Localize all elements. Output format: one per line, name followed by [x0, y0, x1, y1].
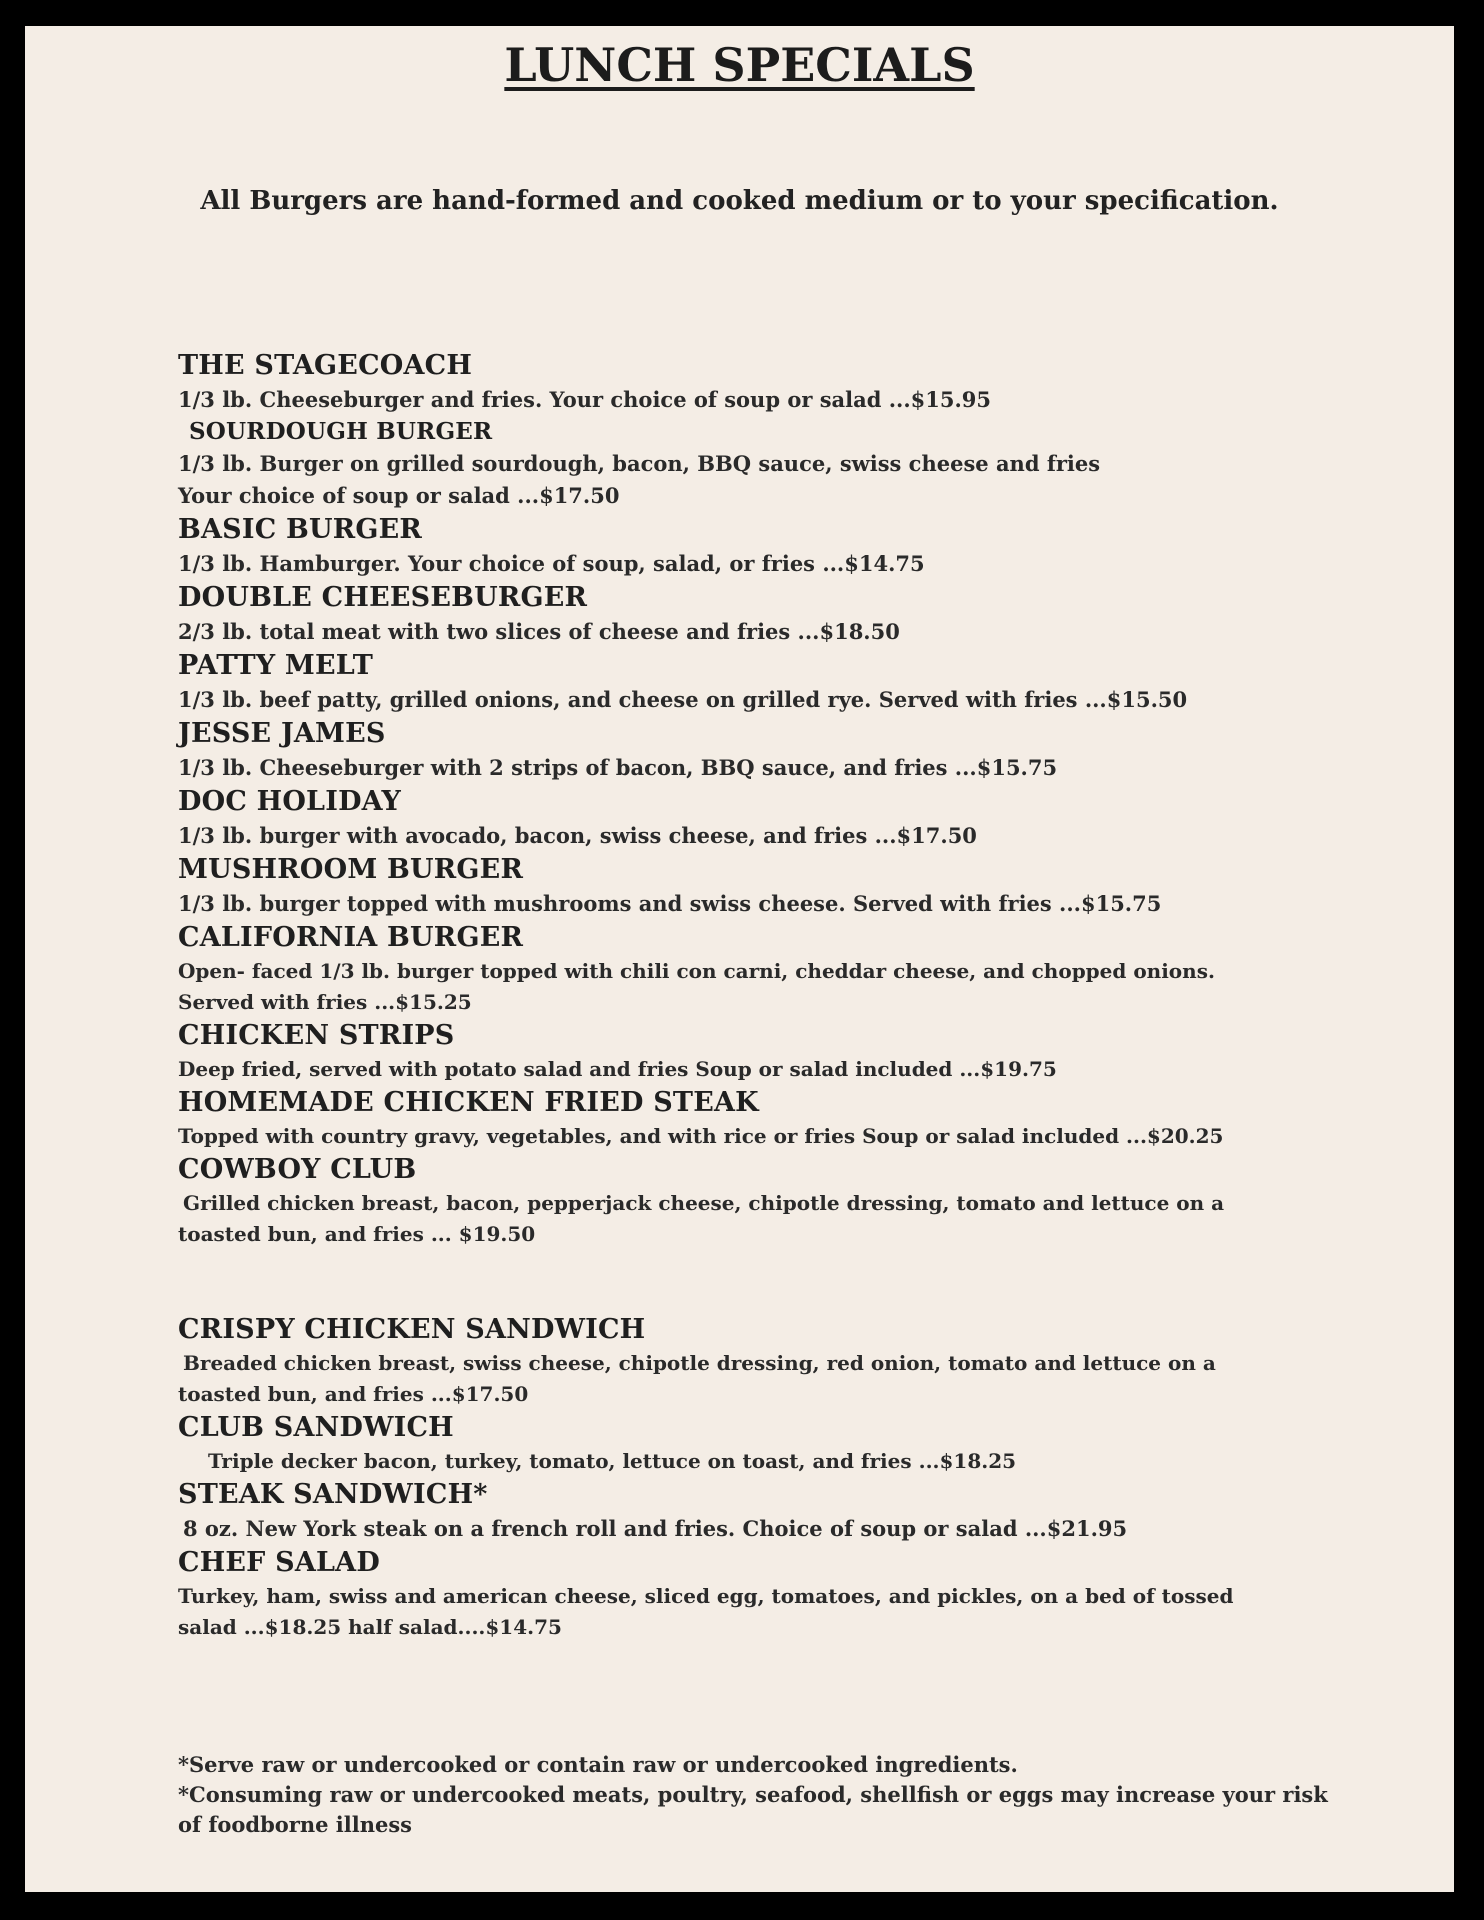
- menu-item: [178, 1312, 1358, 1410]
- item-description: 1/3 lb. burger topped with mushrooms and swiss cheese. Served with fries ...$15.75: [178, 891, 1162, 916]
- item-description: Triple decker bacon, turkey, tomato, lettuce on toast, and fries ...$18.25: [208, 1449, 1017, 1473]
- item-name: CHEF SALAD: [178, 1547, 380, 1578]
- item-description: 2/3 lb. total meat with two slices of cheese and fries ...$18.50: [178, 619, 900, 644]
- menu-page: [25, 26, 1454, 1892]
- menu-item: [178, 784, 1358, 852]
- item-name: SOURDOUGH BURGER: [189, 418, 493, 445]
- item-description: toasted bun, and fries ... $19.50: [178, 1222, 536, 1246]
- item-name: CHICKEN STRIPS: [178, 1020, 455, 1051]
- item-description: Topped with country gravy, vegetables, and with rice or fries Soup or salad included ...$20.25: [178, 1124, 1224, 1148]
- menu-item: [178, 920, 1358, 1018]
- item-name: HOMEMADE CHICKEN FRIED STEAK: [178, 1087, 759, 1118]
- menu-item: [178, 1085, 1358, 1152]
- menu-item: [178, 1018, 1358, 1085]
- item-description: 1/3 lb. burger with avocado, bacon, swiss cheese, and fries ...$17.50: [178, 823, 977, 848]
- menu-item: [178, 716, 1358, 784]
- item-name: DOUBLE CHEESEBURGER: [178, 582, 588, 613]
- item-description: Open- faced 1/3 lb. burger topped with chili con carni, cheddar cheese, and chopped onions.: [178, 959, 1215, 983]
- item-name: CRISPY CHICKEN SANDWICH: [178, 1314, 646, 1345]
- item-name: JESSE JAMES: [178, 718, 386, 749]
- menu-item: [178, 852, 1358, 920]
- menu-section-sandwiches: [178, 1312, 1358, 1643]
- menu-item: [178, 1477, 1358, 1545]
- item-name: MUSHROOM BURGER: [178, 854, 524, 885]
- menu-item: [178, 1152, 1358, 1250]
- item-description: 1/3 lb. Burger on grilled sourdough, bacon, BBQ sauce, swiss cheese and fries: [178, 451, 1101, 476]
- menu-section-burgers: [178, 348, 1358, 1250]
- item-name: COWBOY CLUB: [178, 1154, 417, 1185]
- menu-item: [178, 416, 1358, 512]
- item-description: Served with fries ...$15.25: [178, 990, 472, 1014]
- item-description: Turkey, ham, swiss and american cheese, sliced egg, tomatoes, and pickles, on a bed of tossed: [178, 1584, 1234, 1608]
- footnote: *Serve raw or undercooked or contain raw or undercooked ingredients.: [178, 1752, 1018, 1777]
- page-title: LUNCH SPECIALS: [504, 38, 975, 92]
- menu-item: [178, 512, 1358, 580]
- item-description: 8 oz. New York steak on a french roll and fries. Choice of soup or salad ...$21.95: [183, 1516, 1128, 1541]
- item-description: toasted bun, and fries ...$17.50: [178, 1382, 529, 1406]
- item-description: 1/3 lb. Cheeseburger and fries. Your choice of soup or salad ...$15.95: [178, 387, 992, 412]
- item-description: salad ...$18.25 half salad....$14.75: [178, 1615, 562, 1639]
- item-name: BASIC BURGER: [178, 514, 423, 545]
- item-name: PATTY MELT: [178, 650, 374, 681]
- section-spacer: [178, 1250, 1358, 1312]
- item-description: Deep fried, served with potato salad and fries Soup or salad included ...$19.75: [178, 1057, 1057, 1081]
- item-description: 1/3 lb. beef patty, grilled onions, and cheese on grilled rye. Served with fries ...$15.50: [178, 687, 1188, 712]
- item-name: CALIFORNIA BURGER: [178, 922, 524, 953]
- item-description: Breaded chicken breast, swiss cheese, chipotle dressing, red onion, tomato and lettuce on a: [183, 1351, 1216, 1375]
- item-name: STEAK SANDWICH*: [178, 1479, 488, 1510]
- item-name: CLUB SANDWICH: [178, 1412, 454, 1443]
- menu-list: [178, 348, 1358, 1643]
- footnote: of foodborne illness: [178, 1812, 412, 1837]
- item-description: Grilled chicken breast, bacon, pepperjack cheese, chipotle dressing, tomato and lettuce on a: [183, 1191, 1225, 1215]
- menu-item: [178, 348, 1358, 416]
- menu-item: [178, 580, 1358, 648]
- item-name: DOC HOLIDAY: [178, 786, 401, 817]
- footnote: *Consuming raw or undercooked meats, poultry, seafood, shellfish or eggs may increase your risk: [178, 1782, 1328, 1807]
- item-description: Your choice of soup or salad ...$17.50: [178, 483, 620, 508]
- item-description: 1/3 lb. Cheeseburger with 2 strips of bacon, BBQ sauce, and fries ...$15.75: [178, 755, 1058, 780]
- menu-item: [178, 648, 1358, 716]
- menu-item: [178, 1545, 1358, 1643]
- menu-item: [178, 1410, 1358, 1477]
- item-name: THE STAGECOACH: [178, 350, 473, 381]
- item-description: 1/3 lb. Hamburger. Your choice of soup, salad, or fries ...$14.75: [178, 551, 925, 576]
- subtitle: All Burgers are hand-formed and cooked medium or to your specification.: [200, 186, 1279, 216]
- footnotes: [178, 1750, 1378, 1840]
